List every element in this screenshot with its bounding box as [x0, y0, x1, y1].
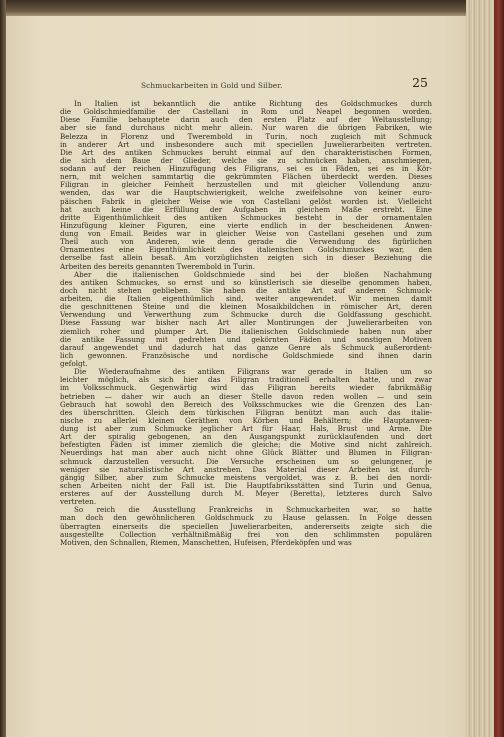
text-line: gängig Silber, aber zum Schmucke meistens vergoldet, was z. B. bei den nordi-: [60, 473, 432, 482]
text-line: betrieben — daher wir auch an dieser Stelle davon reden wollen — und sein: [60, 392, 432, 401]
text-line: ersteres auf der Ausstellung durch M. Meyer (Beretta), letzteres durch Salvo: [60, 490, 432, 498]
text-line: Ornamentes eine Eigenthümlichkeit des italienischen Goldschmuckes war, den: [60, 246, 432, 255]
top-shadow: [0, 0, 504, 16]
text-line: die antike Fassung mit gedrehten und gekörnten Fäden und sonstigen Motiven: [60, 335, 432, 344]
gutter-shadow: [0, 0, 6, 737]
text-line: Filigran in gleicher Feinheit herzustellen und mit gleicher Vollendung anzu-: [60, 181, 432, 190]
text-line: schen Arbeiten nicht der Fall ist. Die Hauptfabriksstätten sind Turin und Genua,: [60, 481, 432, 490]
text-line: aber sie fand durchaus nicht mehr allein. Nur waren die übrigen Fabriken, wie: [60, 124, 432, 133]
page-number: 25: [412, 75, 428, 90]
text-line: derselbe fast allein besaß. Am vorzüglichsten zeigten sich in dieser Beziehung die: [60, 254, 432, 263]
text-line: gefolgt.: [60, 360, 88, 368]
text-line: Arbeiten des bereits genannten Twerembold in Turin.: [60, 262, 256, 271]
text-line: leichter möglich, als sich hier das Filigran traditionell erhalten hatte, und zwar: [60, 376, 432, 385]
text-line: Verwendung und Verwerthung zum Schmucke durch die Goldfassung geschicht.: [60, 311, 432, 320]
text-line: darauf angewendet und dadurch hat das ganze Genre als Schmuck außerordent-: [60, 343, 432, 352]
text-line: des überschritten. Gleich dem türkischen Filigran benützt man auch das italie-: [60, 408, 432, 417]
text-line: doch nicht stehen geblieben. Sie haben die antike Art auf anderen Schmuck-: [60, 286, 432, 295]
text-line: man doch den gewöhnlicheren Goldschmuck zu Hause gelassen. In Folge dessen: [60, 514, 432, 523]
text-line: überragten einerseits die speciellen Juwelierarbeiten, andererseits zeigte sich die: [60, 522, 432, 531]
text-line: Neuerdings hat man aber auch nicht ohne Glück Blätter und Blumen in Filigran-: [60, 449, 432, 458]
text-line: die sich dem Baue der Glieder, welche sie zu schmücken haben, anschmiegen,: [60, 156, 432, 165]
text-line: dritte Eigenthümlichkeit des antiken Schmuckes besteht in der ornamentalen: [60, 213, 432, 222]
text-line: Theil auch von Anderen, wie denn gerade die Verwendung des figürlichen: [60, 238, 432, 247]
text-line: So reich die Ausstellung Frankreichs in Schmuckarbeiten war, so hatte: [74, 506, 432, 515]
text-line: In Italien ist bekanntlich die antike Richtung des Goldschmuckes durch: [74, 100, 432, 108]
text-line: die Goldschmiedfamilie der Castellani in Rom und Neapel begonnen worden.: [60, 108, 432, 117]
text-line: schmuck darzustellen versucht. Die Versuche erscheinen um so gelungener, je: [60, 457, 432, 466]
text-line: im Volksschmuck. Gegenwärtig wird das Filigran bereits wieder fabrikmäßig: [60, 384, 432, 393]
text-line: sodann auf der reichen Hinzufügung des Filigrans, sei es in Fäden, sei es in Kör-: [60, 165, 432, 173]
text-line: ziemlich roher und plumper Art. Die italienischen Goldschmiede haben nun aber: [60, 327, 432, 336]
text-line: Aber die italienischen Goldschmiede sind bei der bloßen Nachahmung: [74, 270, 432, 279]
text-line: Die Wiederaufnahme des antiken Filigrans war gerade in Italien um so: [74, 368, 432, 377]
text-line: Motiven, den Schnallen, Riemen, Manschetten, Hufeisen, Pferdeköpfen und was: [60, 538, 352, 547]
text-line: Art der spiralig gebogenen, an den Ausgangspunkt zurücklaufenden und dort: [60, 433, 432, 442]
text-line: Die Art des antiken Schmuckes beruht einmal auf den charakteristischen Formen,: [60, 148, 432, 157]
text-line: lich gewonnen. Französische und nordische Goldschmiede sind ihnen darin: [60, 351, 432, 360]
running-header: [80, 71, 428, 93]
text-line: Diese Fassung war bisher nach Art aller Montirungen der Juwelierarbeiten von: [60, 319, 432, 328]
text-line: Belezza in Florenz und Twerembold in Turin, noch zugleich mit Schmuck: [60, 132, 432, 141]
text-line: weniger sie naturalistische Art anstreben. Das Material dieser Arbeiten ist durch-: [60, 465, 432, 474]
text-line: arbeiten, die Italien eigenthümlich sind, weiter angewendet. Wir meinen damit: [60, 295, 432, 303]
text-line: in anderer Art und insbesondere auch mit speciellen Juwelierarbeiten vertreten.: [60, 140, 432, 149]
text-line: Diese Familie behauptete darin auch den ersten Platz auf der Weltausstellung;: [60, 116, 432, 125]
text-line: ausgestellte Collection verhältnißmäßig frei von den schlimmsten populären: [60, 530, 432, 539]
book-binding: [494, 0, 504, 737]
text-line: hat auch keine die Erfüllung der Aufgaben in gleichem Maße erstrebt. Eine: [60, 205, 432, 214]
text-line: Hinzufügung kleiner Figuren, eine vierte endlich in der bescheidenen Anwen-: [60, 221, 432, 230]
body-text: [60, 100, 432, 547]
text-line: Gebrauch hat sowohl den Bereich des Volksschmuckes wie die Grenzen des Lan-: [60, 400, 432, 409]
text-line: päischen Fabrik in gleicher Weise wie von Castellani gelöst worden ist. Vielleicht: [60, 197, 432, 206]
text-line: befestigten Fäden ist immer ziemlich die gleiche; die Motive sind nicht zahlreich.: [60, 441, 432, 450]
running-title: Schmuckarbeiten in Gold und Silber.: [141, 81, 283, 90]
text-line: die geschnittenen Steine und die kleinen Mosaikbildchen in römischer Art, deren: [60, 303, 432, 312]
text-line: nische zu allerlei kleinen Geräthen von Körben und Behältern; die Hauptanwen-: [60, 416, 432, 425]
text-line: dung ist aber zum Schmucke jeglicher Art für Haar, Hals, Brust und Arme. Die: [60, 425, 432, 433]
text-line: nern, mit welchen sammtartig die gekrümmten Flächen überdeckt werden. Dieses: [60, 173, 432, 182]
text-line: des antiken Schmuckes, so ernst und so künstlerisch sie dieselbe genommen haben,: [60, 278, 432, 287]
text-line: vertreten.: [60, 498, 97, 507]
text-line: wenden, das war die Hauptschwierigkeit, welche zweifelsohne von keiner euro-: [60, 189, 432, 198]
text-line: dung von Email. Beides war in gleicher Weise von Castellani gesehen und zum: [60, 230, 432, 238]
